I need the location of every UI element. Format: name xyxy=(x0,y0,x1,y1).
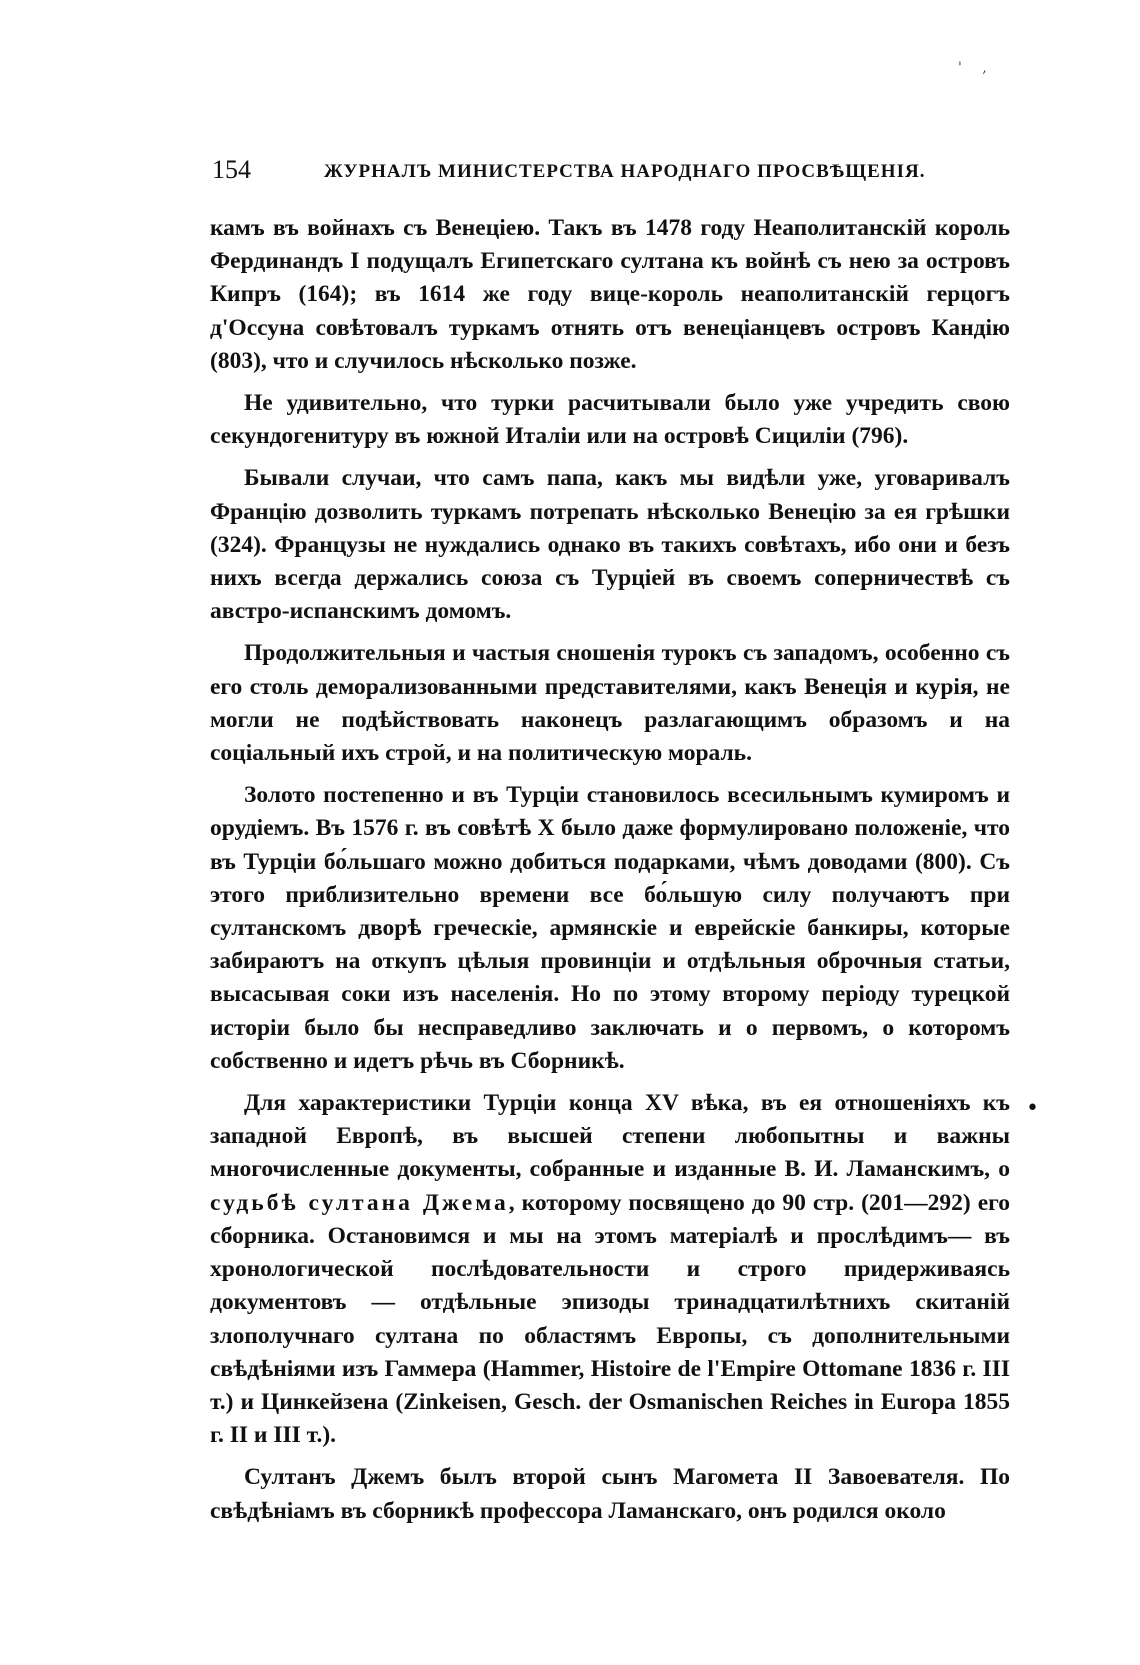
running-title: ЖУРНАЛЪ МИНИСТЕРСТВА НАРОДНАГО ПРОСВѢЩЕНІЯ. xyxy=(324,161,926,182)
paragraph-1: камъ въ войнахъ съ Венеціею. Такъ въ 1478 году Неаполитанскій король Фердинандъ I подущалъ Египетскаго султана къ войнѣ съ нею за островъ Кипръ (164); въ 1614 же году вице-король неаполитанскій герцогъ д'Оссуна совѣтовалъ туркамъ отнять отъ венеціанцевъ островъ Кандію (803), что и случилось нѣсколько позже. xyxy=(210,215,1010,374)
paragraph-7: Султанъ Джемъ былъ второй сынъ Магомета II Завоевателя. По свѣдѣніамъ въ сборникѣ профессора Ламанскаго, онъ родился около xyxy=(210,1464,1010,1524)
paragraph-4: Продолжительныя и частыя сношенія турокъ съ западомъ, особенно съ его столь деморализованными представителями, какъ Венеція и курія, не могли не подѣйствовать наконецъ разлагающимъ образомъ и на соціальный ихъ строй, и на политическую мораль. xyxy=(210,640,1010,767)
body-text xyxy=(210,212,1010,1537)
page-number: 154 xyxy=(212,155,251,184)
paragraph-6-before: Для характеристики Турціи конца XV вѣка, въ ея отношеніяхъ къ западной Европѣ, въ высшей степени любопытны и важны многочисленные документы, собранные и изданные В. И. Ламанскимъ, о xyxy=(210,1090,1010,1183)
paragraph-6-after: , которому посвящено до 90 стр. (201—292) его сборника. Остановимся и мы на этомъ матеріалѣ и прослѣдимъ— въ хронологической послѣдовательности и строго придерживаясь документовъ — отдѣльные эпизоды тринадцатилѣтнихъ скитаній злополучнаго султана по областямъ Европы, съ дополнительными свѣдѣніями изъ Гаммера (Hammer, Histoire de l'Empire Ottomane 1836 г. III т.) и Цинкейзена (Zinkeisen, Gesch. der Osmanischen Reiches in Europa 1855 г. II и III т.). xyxy=(210,1189,1010,1449)
paragraph-6 xyxy=(210,1087,1010,1452)
margin-dot: • xyxy=(1026,1096,1039,1121)
paragraph-2: Не удивительно, что турки расчитывали было уже учредить свою секундогенитуру въ южной Италіи или на островѣ Сициліи (796). xyxy=(210,390,1010,450)
corner-marks: ' , xyxy=(958,60,995,76)
paragraph-3: Бывали случаи, что самъ папа, какъ мы видѣли уже, уговаривалъ Францію дозволить туркамъ потрепать нѣсколько Венецію за ея грѣшки (324). Французы не нуждались однако въ такихъ совѣтахъ, ибо они и безъ нихъ всегда держались союза съ Турціей въ своемъ соперничествѣ съ австро-испанскимъ домомъ. xyxy=(210,465,1010,625)
page-header xyxy=(212,155,1012,195)
paragraph-6-spaced-phrase: судьбѣ султана Джема xyxy=(210,1189,509,1216)
paragraph-5: Золото постепенно и въ Турціи становилось всесильнымъ кумиромъ и орудіемъ. Въ 1576 г. въ совѣтѣ X было даже формулировано положеніе, что въ Турціи бо́льшаго можно добиться подарками, чѣмъ доводами (800). Съ этого приблизительно времени все бо́льшую силу получаютъ при султанскомъ дворѣ греческіе, армянскіе и еврейскіе банкиры, которые забираютъ на откупъ цѣлыя провинціи и отдѣльныя оброчныя статьи, высасывая соки изъ населенія. Но по этому второму періоду турецкой исторіи было бы несправедливо заключать и о первомъ, о которомъ собственно и идетъ рѣчь въ Сборникѣ. xyxy=(210,782,1010,1074)
